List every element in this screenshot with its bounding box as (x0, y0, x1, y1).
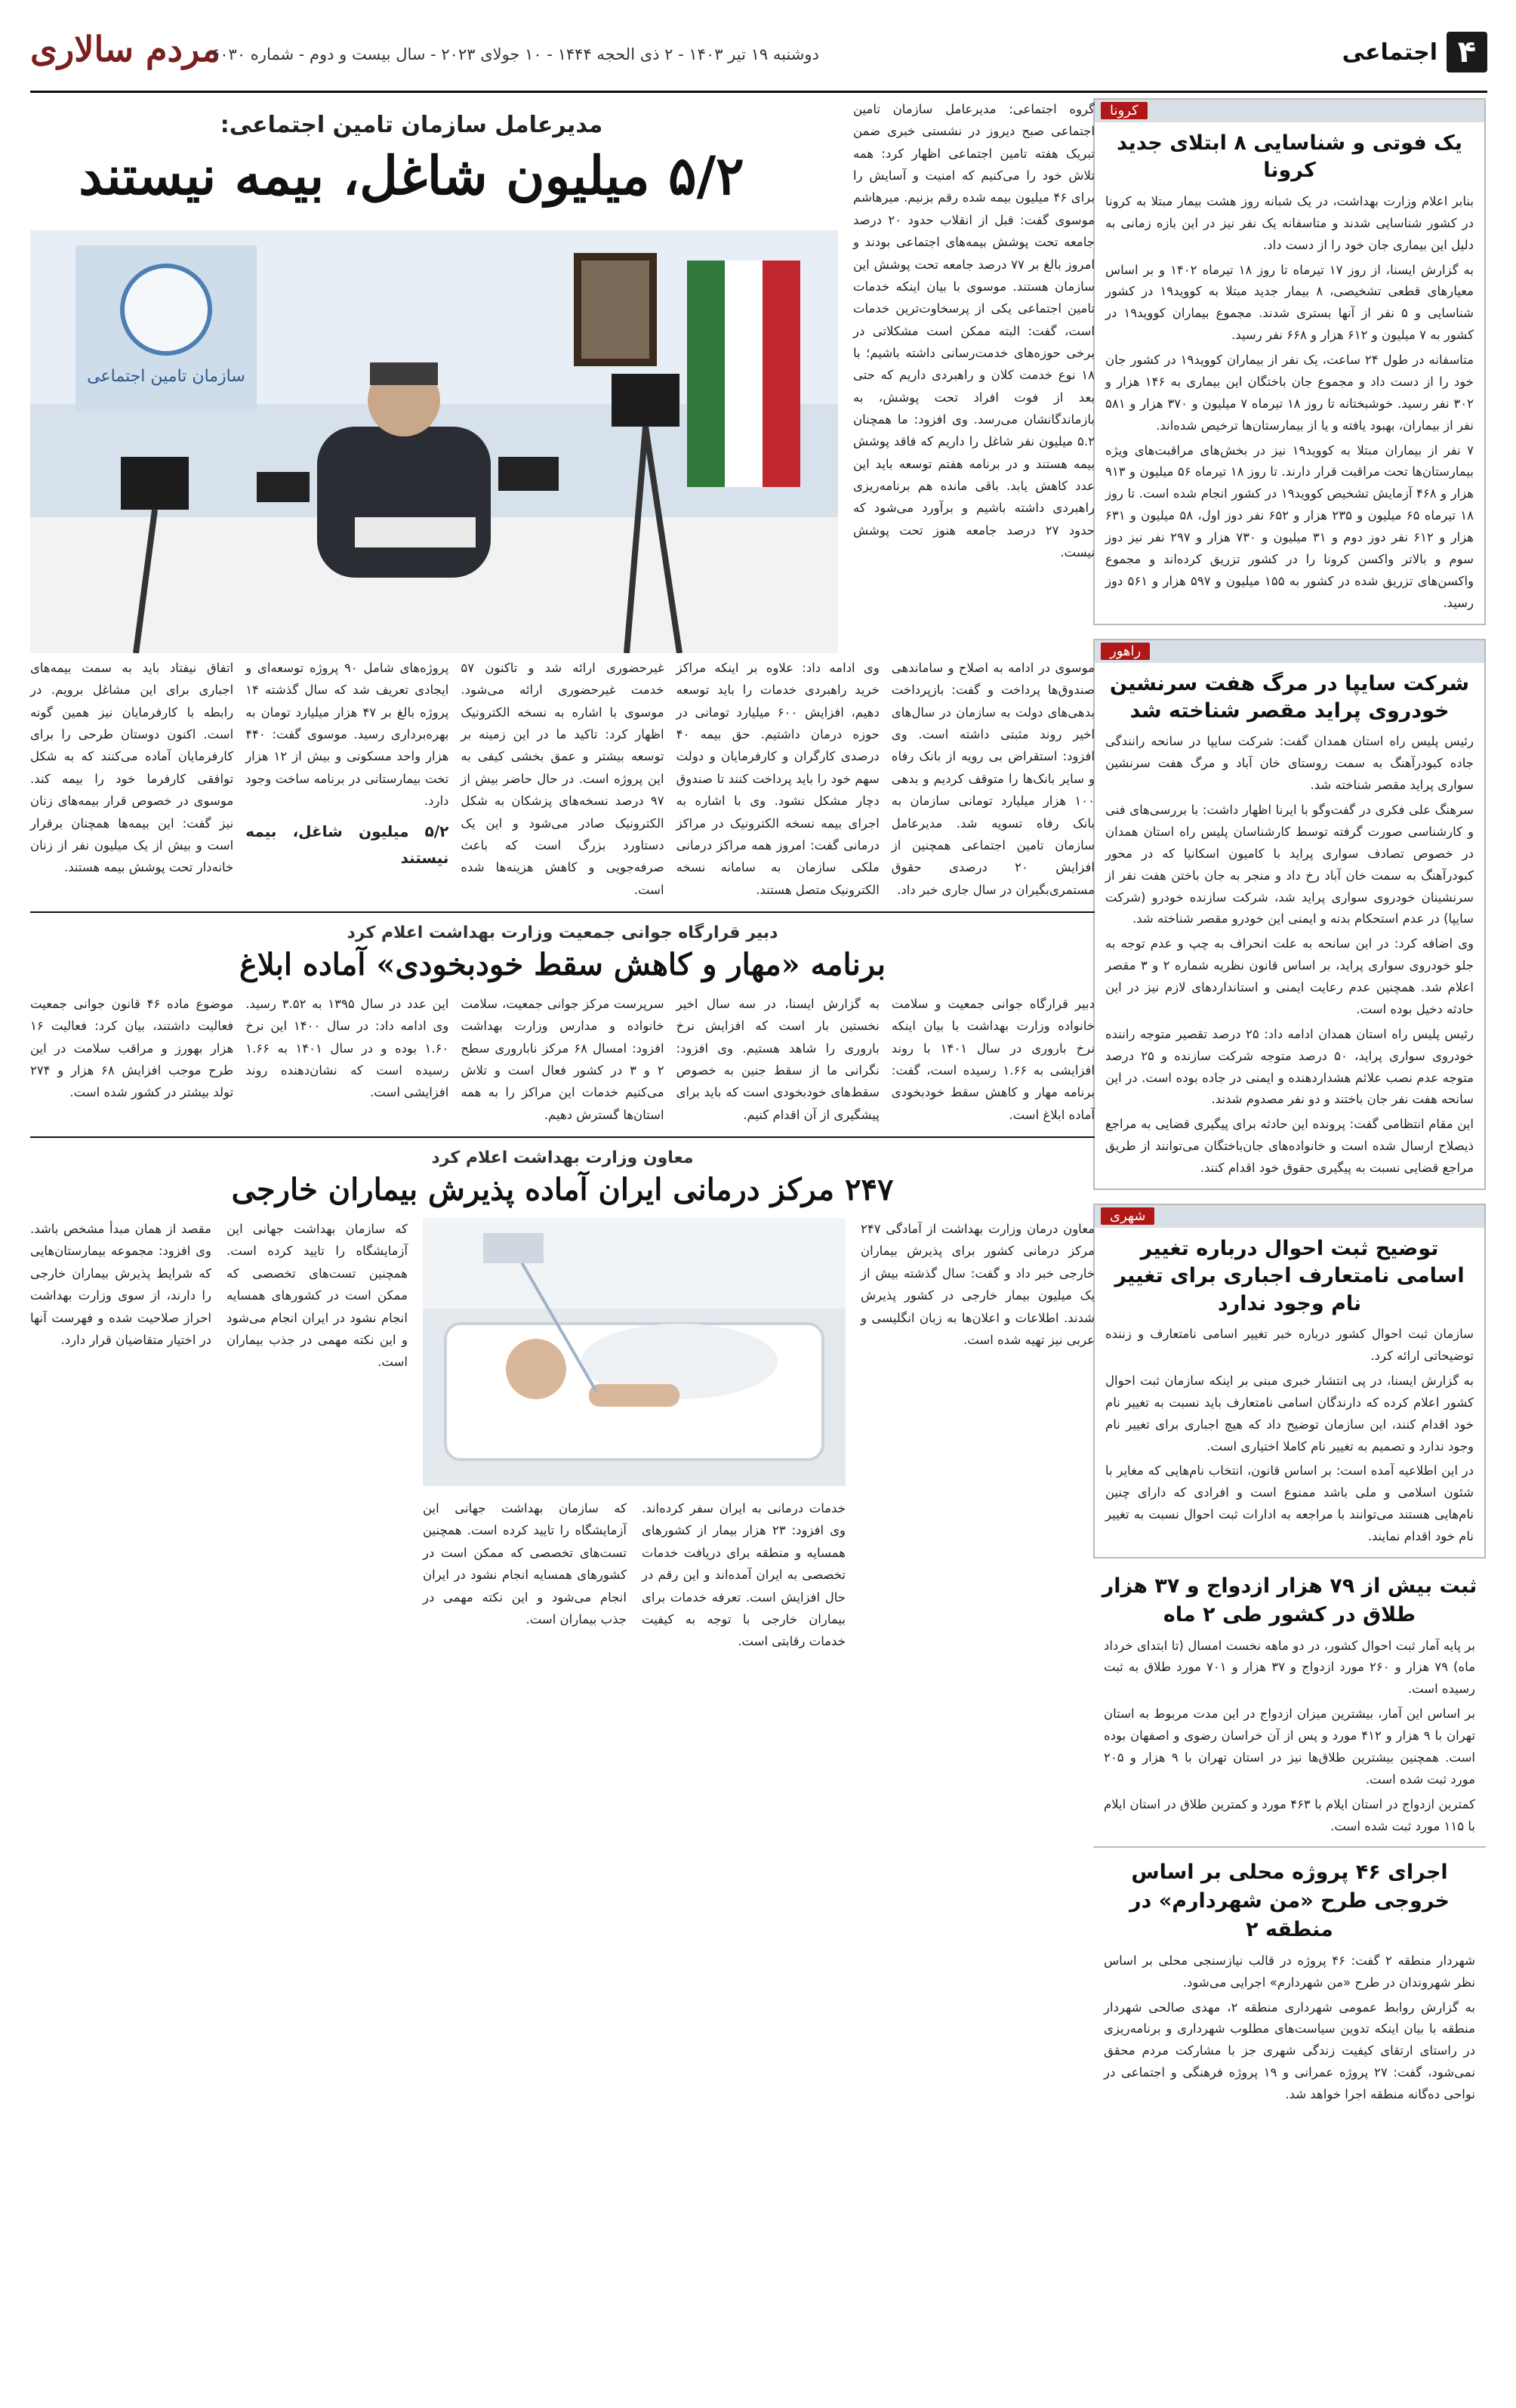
page-number: ۴ (1447, 32, 1487, 72)
logo-text: سازمان تامین اجتماعی (87, 367, 245, 386)
text-column (245, 657, 448, 901)
medical-headline: ۲۴۷ مرکز درمانی ایران آماده پذیرش بیماران خارجی (231, 1172, 894, 1208)
paragraph: کمترین ازدواج در استان ایلام با ۴۶۳ مورد و کمترین طلاق در استان ایلام با ۱۱۵ مورد ثبت شده است. (1104, 1796, 1475, 1833)
text-column: سرپرست مرکز جوانی جمعیت، سلامت خانواده و مدارس وزارت بهداشت افزود: امسال ۶۸ مرکز ناباروری سطح ۲ و ۳ در کشور فعال است و تلاش می‌کنیم خدمات این مراکز را به همه استان‌ها گسترش دهیم. (461, 996, 664, 1122)
youth-article-body (30, 993, 1095, 1126)
lead-article-header (30, 98, 1095, 657)
paragraph: رئیس پلیس راه استان همدان ادامه داد: ۲۵ درصد تقصیر متوجه راننده خودروی سواری پراید، ۵۰ درصد متوجه شرکت سازنده و ۲۵ درصد متوجه عدم نصب علائم هشداردهنده و ایمنی در جاده بوده است. در این سانحه هفت نفر جان باختند و دو نفر مصدوم شدند. (1105, 1026, 1474, 1107)
main-column (30, 98, 1095, 1792)
text-column: به گزارش ایسنا، در سه سال اخیر نخستین بار است که افزایش نرخ باروری را شاهد هستیم. وی افزود: نگرانی ما از سقط جنین به خصوص سقط‌های خودبخودی است که باید برای پیشگیری از آن اقدام کنیم. (676, 996, 880, 1122)
section-header (1342, 32, 1487, 72)
paragraph: پروژه‌های شامل ۹۰ پروژه توسعه‌ای و ایجادی تعریف شد که سال گذشته ۱۴ پروژه بالغ بر ۴۷ هزار میلیارد تومان به بهره‌برداری رسید. موسوی گفت: ۴۴۰ هزار واحد مسکونی و بیش از ۱۲ هزار تخت بیمارستانی در برنامه ساخت وجود دارد. (245, 661, 449, 809)
text-column: اتفاق نیفتاد باید به سمت بیمه‌های اجباری برای این مشاغل برویم. در رابطه با کارفرمایان نیز همین گونه است. اکنون دوستان طرحی را برای کارفرمایان آماده می‌کنند که به شکل توافقی کارفرما خود را بیمه کند. موسوی در خصوص قرار بیمه‌های زنان نیز گفت: این بیمه‌ها همچنان برقرار است و بیش از یک میلیون نفر از زنان خانه‌دار تحت پوشش بیمه هستند. (29, 661, 234, 875)
youth-headline: برنامه «مهار و کاهش سقط خودبخودی» آماده ابلاغ (239, 946, 886, 982)
category-tag: کرونا (1101, 102, 1148, 119)
paragraph: این مقام انتظامی گفت: پرونده این حادثه برای پیگیری قضایی به مراجع ذیصلاح ارسال شده است و خانواده‌های جان‌باختگان می‌توانند از طریق مراجع قضایی نسبت به پیگیری حقوق خود اقدام کنند. (1105, 1117, 1474, 1175)
text-column: وی ادامه داد: علاوه بر اینکه مراکز خرید راهبردی خدمات را باید توسعه دهیم، افزایش ۶۰۰ میلیارد تومانی در حوزه درمان داشتیم. حق بیمه ۴۰ درصدی کارگران و کارفرمایان و دولت سهم خود را باید پرداخت کنند تا صندوق دچار مشکل نشود. وی با اشاره به اجرای بیمه نسخه الکترونیک در مراکز درمانی گفت: امروز همه مراکز درمانی ملکی سازمان به سامانه نسخه الکترونیک متصل هستند. (676, 661, 880, 897)
press-conference-photo (30, 230, 838, 653)
lead-intro: گروه اجتماعی: مدیرعامل سازمان تامین اجتماعی صبح دیروز در نشستی خبری ضمن تبریک هفته تامین اجتماعی اظهار کرد: همه تلاش خود را می‌کنیم که امنیت و آسایش را برای ۴۶ میلیون بیمه شده رقم بزنیم. میرهاشم موسوی گفت: قبل از انقلاب حدود ۲۰ درصد جامعه تحت پوشش بیمه‌های اجتماعی بودند و امروز بالغ بر ۷۷ درصد جامعه تحت پوشش این سازمان هستند. موسوی با بیان اینکه خدمات تامین اجتماعی یکی از پرسخاوت‌ترین خدمات است، گفت: البته ممکن است مشکلاتی در برخی حوزه‌های خدمت‌رسانی داشته باشیم؛ با ۱۸ نوع خدمت کلان و راهبردی داریم که حتی بعد از فوت افراد تحت پوشش، به بازماندگانشان می‌رسد. وی افزود: ما همچنان ۵.۲ میلیون نفر شاغل را داریم که فاقد پوشش بیمه هستند و در برنامه هفتم توسعه باید این عدد کاهش یابد. باقی مانده هم برنامه‌ریزی راهبردی داشته باشیم و برآورد می‌شود که حدود ۲۷ درصد جامعه هنوز تحت پوشش نیست. (853, 102, 1095, 560)
news-title: شرکت سایپا در مرگ هفت سرنشین خودروی پراید مقصر شناخته شد (1109, 671, 1470, 723)
registry-news (1093, 1204, 1486, 1559)
paragraph: به گزارش ایسنا، از روز ۱۷ تیرماه تا روز ۱۸ تیرماه ۱۴۰۲ و بر اساس معیارهای قطعی تشخیصی، ۸ بیمار جدید مبتلا به کووید۱۹ در کشور شناسایی و ۵ نفر از آنها بستری شدند. مجموع بیماران کووید۱۹ در کشور به ۷ میلیون و ۶۱۲ هزار و ۶۶۸ نفر رسید. (1105, 262, 1474, 343)
category-tag: شهری (1101, 1207, 1154, 1225)
text-column: مقصد از همان مبدأ مشخص باشد. وی افزود: مجموعه بیمارستان‌هایی که شرایط پذیرش بیماران خارجی را دارند، از سوی وزارت بهداشت احراز صلاحیت شده و فهرست آنها در اختیار متقاضیان قرار دارد. (30, 1222, 211, 1347)
press-conference-illustration (30, 230, 838, 653)
projects-news (1093, 1846, 1486, 2106)
text-column: دبیر قرارگاه جوانی جمعیت و سلامت خانواده وزارت بهداشت با بیان اینکه نرخ باروری در سال ۱۴۰۱ با روند افزایشی به ۱.۶۶ رسیده است، گفت: برنامه مهار و کاهش سقط خودبخودی آماده ابلاغ است. (891, 996, 1095, 1122)
paragraph: رئیس پلیس راه استان همدان گفت: شرکت سایپا در سانحه رانندگی جاده کبودرآهنگ به سمت روستای خان آباد و مرگ هفت سرنشین سواری پراید مقصر شناخته شد. (1105, 734, 1474, 793)
paragraph: بر اساس این آمار، بیشترین میزان ازدواج در این مدت مربوط به استان تهران با ۹ هزار و ۴۱۲ مورد و پس از آن خراسان رضوی و اصفهان بوده است. همچنین بیشترین طلاق‌ها نیز در استان تهران با ۹ هزار و ۲۰۵ مورد ثبت شده است. (1104, 1707, 1475, 1787)
text-column: موسوی در ادامه به اصلاح و ساماندهی صندوق‌ها پرداخت و گفت: بازپرداخت بدهی‌های دولت به سازمان در سال‌های اخیر روند مثبتی داشته است. وی افزود: استقراض بی رویه از بانک رفاه و سایر بانک‌ها را متوقف کردیم و بدهی ۱۰۰ هزار میلیارد تومانی سازمان به بانک رفاه تسویه شد. مدیرعامل سازمان تامین اجتماعی همچنین از افزایش ۲۰ درصدی حقوق مستمری‌بگیران در سال جاری خبر داد. (891, 661, 1095, 897)
medical-article-body (30, 1218, 1095, 1792)
subheading: ۵/۲ میلیون شاغل، بیمه نیستند (245, 822, 449, 868)
sidebar-column (1093, 98, 1486, 2115)
text-column: موضوع ماده ۴۶ قانون جوانی جمعیت فعالیت داشتند، بیان کرد: فعالیت ۱۶ هزار بهورز و مراقب سلامت در این طرح موجب افزایش ۶۸ هزار و ۲۷۴ تولد بیشتر در کشور شده است. (29, 996, 234, 1100)
lead-article-body (30, 657, 1095, 901)
paragraph: به گزارش روابط عمومی شهرداری منطقه ۲، مهدی صالحی شهردار منطقه با بیان اینکه تدوین سیاست‌های مطلوب شهرداری و برنامه‌ریزی در راستای ارتقای کیفیت زندگی شهری جز با مشارکت مردم محقق نمی‌شود، گفت: ۲۷ پروژه عمرانی و ۱۹ پروژه فرهنگی و اجتماعی در نواحی ده‌گانه منطقه اجرا خواهد شد. (1104, 1999, 1476, 2102)
news-title: یک فوتی و شناسایی ۸ ابتلای جدید کرونا (1117, 131, 1462, 183)
text-column: این عدد در سال ۱۳۹۵ به ۳.۵۲ رسید. وی ادامه داد: در سال ۱۴۰۰ این نرخ ۱.۶۰ بوده و در سال ۱۴۰۱ به ۱.۶۶ رسیده است که نشان‌دهنده روند افزایشی است. (245, 996, 449, 1100)
newspaper-logo: مردم سالاری (30, 29, 221, 69)
paragraph: وی اضافه کرد: در این سانحه به علت انحراف به چپ و عدم توجه به جلو خودروی سواری پراید، بر اساس قانون نظریه شماره ۲ و ۳ مقصر اعلام شد. همچنین عدم رعایت ایمنی و استانداردهای لازم نیز در این حادثه دخیل بوده است. (1105, 936, 1474, 1016)
paragraph: سازمان ثبت احوال کشور درباره خبر تغییر اسامی نامتعارف و زننده توضیحاتی ارائه کرد. (1105, 1327, 1474, 1364)
marriage-news (1093, 1572, 1486, 1837)
text-column: خدمات درمانی به ایران سفر کرده‌اند. وی افزود: ۲۳ هزار بیمار از کشورهای همسایه و منطقه برای دریافت خدمات تخصصی به ایران آمده‌اند و این رقم در حال افزایش است. تعرفه خدمات برای بیماران خارجی با توجه به کیفیت خدمات رقابتی است. (642, 1501, 846, 1649)
issue-info: دوشنبه ۱۹ تیر ۱۴۰۳ - ۲ ذی الحجه ۱۴۴۴ - ۱۰ جولای ۲۰۲۳ - سال بیست و دوم - شماره ۶۰۳۰ (211, 45, 819, 63)
paragraph: ۷ نفر از بیماران مبتلا به کووید۱۹ نیز در بخش‌های مراقبت‌های ویژه بیمارستان‌ها تحت مراقبت قرار دارند. تا روز ۱۸ تیرماه ۵۶ میلیون و ۹۱۳ هزار و ۴۶۸ آزمایش تشخیص کووید۱۹ در کشور انجام شده است. تا روز ۱۸ تیرماه ۶۵ میلیون و ۲۳۵ هزار و ۶۵۲ نفر دوز اول، ۵۸ میلیون و ۶۳۱ هزار و ۶۱۲ نفر دوز دوم و ۳۱ میلیون و ۷۳۰ هزار و ۲۹۷ نفر نیز دوز سوم و بالاتر واکسن کرونا را در کشور تزریق کرده‌اند و مجموع واکسن‌های تزریق شده در کشور به ۱۵۵ میلیون و ۵۹۷ هزار و ۵۶۱ دوز رسید. (1105, 442, 1474, 610)
lead-kicker: مدیرعامل سازمان تامین اجتماعی: (220, 112, 603, 138)
category-tag: راهور (1101, 643, 1150, 660)
lead-headline: ۵/۲ میلیون شاغل، بیمه نیستند (79, 144, 744, 207)
paragraph: سرهنگ علی فکری در گفت‌وگو با ایرنا اظهار داشت: با بررسی‌های فنی و کارشناسی صورت گرفته توسط کارشناسان پلیس راه استان همدان در خصوص تصادف سواری پراید با کامیون اسکانیا که در محور کبودرآهنگ به سمت خان آباد رخ داد و منجر به جان باختن هفت نفر از سرنشینان خودروی سواری پراید شد، شرکت سازنده خودرو (شرکت سایپا) در عدم استحکام بدنه و ایمنی این خودرو مقصر شناخته شد. (1105, 803, 1474, 927)
medical-kicker: معاون وزارت بهداشت اعلام کرد (431, 1149, 694, 1168)
section-title: اجتماعی (1342, 39, 1437, 66)
text-column: که سازمان بهداشت جهانی این آزمایشگاه را تایید کرده است. همچنین تست‌های تخصصی که ممکن است در کشورهای همسایه انجام نشود در ایران انجام می‌شود و این نکته مهمی در جذب بیماران است. (226, 1222, 408, 1370)
news-title-line1: توضیح ثبت احوال درباره تغییر (1140, 1236, 1439, 1260)
masthead (30, 23, 1487, 93)
text-column: که سازمان بهداشت جهانی این آزمایشگاه را تایید کرده است. همچنین تست‌های تخصصی که ممکن است در کشورهای همسایه انجام نشود در ایران انجام می‌شود و این نکته مهمی در جذب بیماران است. (423, 1501, 627, 1626)
news-title: ثبت بیش از ۷۹ هزار ازدواج و ۳۷ هزار طلاق در کشور طی ۲ ماه (1102, 1574, 1477, 1626)
paragraph: بنابر اعلام وزارت بهداشت، در یک شبانه روز هشت بیمار مبتلا به کرونا در کشور شناسایی شدند و متاسفانه یک نفر نیز در این بازه زمانی به دلیل این بیماری جان خود را از دست داد. (1105, 193, 1474, 252)
paragraph: به گزارش ایسنا، در پی انتشار خبری مبنی بر اینکه سازمان ثبت احوال کشور اعلام کرده که دارندگان اسامی نامتعارف باید نسبت به تغییر نام خود اقدام کنند، این سازمان توضیح داد که هیچ اجباری برای تغییر نام وجود ندارد و تصمیم به تغییر نام کاملا اختیاری است. (1105, 1373, 1474, 1454)
paragraph: بر پایه آمار ثبت احوال کشور، در دو ماهه نخست امسال (تا ابتدای خرداد ماه) ۷۹ هزار و ۲۶۰ مورد ازدواج و ۳۷ هزار و ۷۰۱ مورد طلاق به ثبت رسیده است. (1104, 1638, 1476, 1697)
paragraph: شهردار منطقه ۲ گفت: ۴۶ پروژه در قالب نیازسنجی محلی بر اساس نظر شهروندان در طرح «من شهردارم» اجرایی می‌شود. (1104, 1953, 1475, 1990)
hospital-patient-illustration (423, 1218, 846, 1486)
youth-kicker: دبیر قرارگاه جوانی جمعیت وزارت بهداشت اعلام کرد (347, 923, 778, 942)
news-title-line2: اسامی نامتعارف اجباری برای تغییر نام وجود ندارد (1114, 1264, 1465, 1315)
hospital-photo (423, 1218, 846, 1486)
corona-news (1093, 98, 1486, 625)
text-column: معاون درمان وزارت بهداشت از آمادگی ۲۴۷ مرکز درمانی کشور برای پذیرش بیماران خارجی خبر داد و گفت: سال گذشته بیش از یک میلیون بیمار خارجی در کشور پذیرش شدند. اطلاعات و اعلان‌ها به زبان انگلیسی و عربی نیز تهیه شده است. (861, 1222, 1095, 1347)
paragraph: در این اطلاعیه آمده است: بر اساس قانون، انتخاب نام‌هایی که مغایر با شئون اسلامی و ملی باشد ممنوع است و افرادی که دارای چنین نام‌هایی هستند می‌توانند با مراجعه به ادارات ثبت احوال نسبت به تغییر نام خود اقدام نمایند. (1105, 1463, 1474, 1544)
news-title: اجرای ۴۶ پروژه محلی بر اساس خروجی طرح «من شهردارم» در منطقه ۲ (1129, 1861, 1450, 1941)
saipa-news (1093, 639, 1486, 1190)
paragraph: متاسفانه در طول ۲۴ ساعت، یک نفر از بیماران کووید۱۹ در کشور جان خود را از دست داد و مجموع جان باختگان این بیماری به ۱۴۶ هزار و ۳۰۲ نفر رسید. خوشبختانه تا روز ۱۸ تیرماه ۷ میلیون و ۳۷۰ هزار و ۵۸۱ نفر از بیماران، بهبود یافته و یا از بیمارستان‌ها ترخیص شده‌اند. (1105, 353, 1474, 433)
text-column: غیرحضوری ارائه شد و تاکنون ۵۷ خدمت غیرحضوری ارائه می‌شود. موسوی با اشاره به نسخه الکترونیک اظهار کرد: تاکید ما در این زمینه بر توسعه بیشتر و عمق بخشی کیفی به این پروژه است. در حال حاضر بیش از ۹۷ درصد نسخه‌های پزشکان به شکل الکترونیک صادر می‌شود و این یک دستاورد بزرگ است که باعث صرفه‌جویی و کاهش هزینه‌ها شده است. (461, 661, 664, 897)
